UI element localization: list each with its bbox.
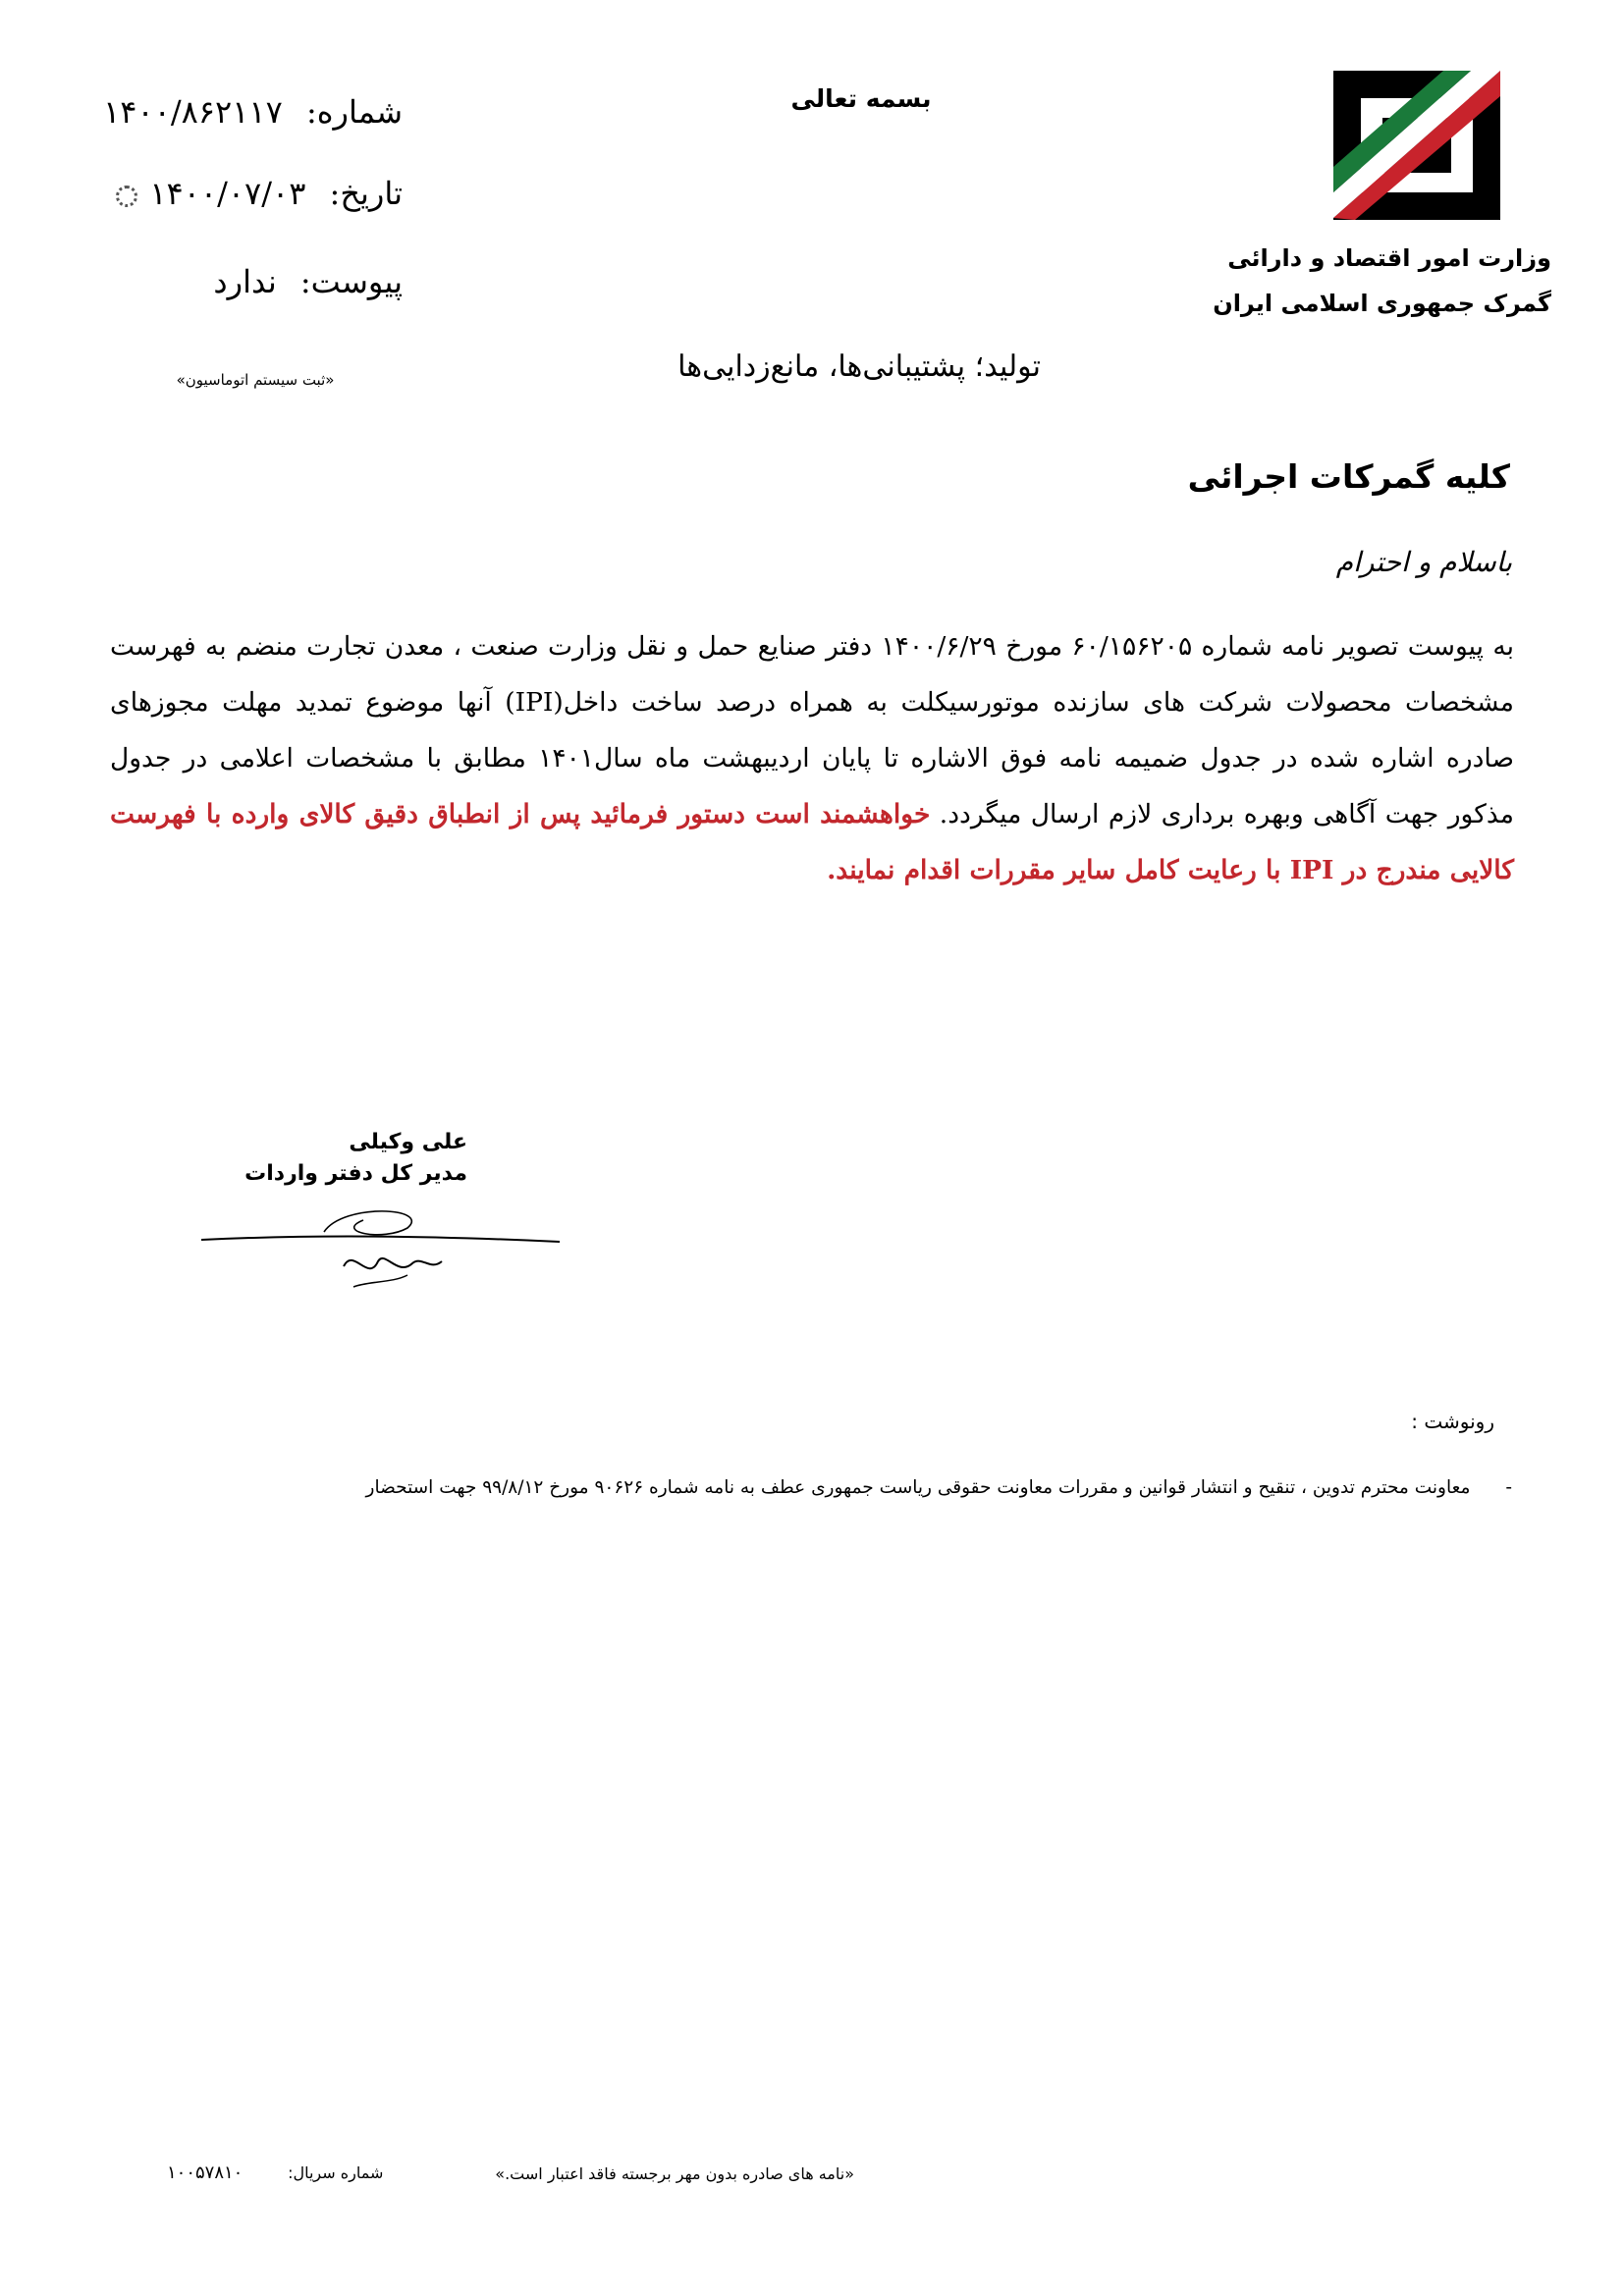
cc-item [236,1477,1512,1498]
attachment-value: ندارد [213,263,277,300]
recipient: کلیه گمرکات اجرائی [1187,457,1510,496]
ministry-line1: وزارت امور اقتصاد و دارائی [1227,244,1551,272]
ministry-line2: گمرک جمهوری اسلامی ایران [1213,290,1551,317]
date-label: تاریخ: [329,175,403,212]
greeting: باسلام و احترام [1335,546,1512,578]
body-paragraph: به پیوست تصویر نامه شماره ۶۰/۱۵۶۲۰۵ مورخ ۱۴۰۰/۶/۲۹ دفتر صنایع حمل و نقل وزارت صنعت ، معدن تجارت منضم به فهرست مشخصات محصولات شرکت های سازنده موتورسیکلت به همراه درصد ساخت داخل(IPI) آنها موضوع تمدید مهلت مجوزهای صادره اشاره شده در جدول ضمیمه نامه فوق الاشاره تا پایان اردیبهشت ماه سال۱۴۰۱ مطابق با مشخصات اعلامی در جدول مذکور جهت آگاهی وبهره برداری لازم ارسال میگردد. [110,631,1514,829]
cc-label: رونوشت : [1411,1410,1494,1433]
ministry-header [1188,236,1551,326]
invocation-text: بسمه تعالی [790,84,932,113]
customs-logo-icon [1333,71,1500,220]
attachment-label: پیوست: [299,263,403,300]
letter-subject: تولید؛ پشتیبانی‌ها، مانع‌زدایی‌ها [677,349,1041,384]
number-label: شماره: [305,93,403,131]
footer-serial [167,2163,432,2183]
signer-title: مدیر کل دفتر واردات [244,1161,467,1186]
serial-value: ۱۰۰۵۷۸۱۰ [167,2163,244,2183]
letter-date [59,175,403,212]
handwritten-signature [196,1193,569,1301]
body-request: خواهشمند است دستور فرمائید پس از انطباق دقیق کالای وارده با فهرست کالایی مندرج در IPI با رعایت کامل سایر مقررات اقدام نمایند. [110,799,1514,885]
automation-registration: «ثبت سیستم اتوماسیون» [176,371,335,389]
letter-body [110,618,1514,898]
date-value: ۱۴۰۰/۰۷/۰۳ [149,175,306,212]
gear-seal-icon [116,186,137,207]
number-value: ۱۴۰۰/۸۶۲۱۱۷ [103,93,283,131]
cc-dash: - [1505,1477,1512,1498]
letter-attachment [59,263,403,300]
signature-block [157,1127,467,1190]
serial-label: شماره سریال: [288,2163,384,2182]
signer-name: علی وکیلی [349,1130,467,1154]
letter-number [59,93,403,131]
footer-note: «نامه های صادره بدون مهر برجسته فاقد اعتبار است.» [495,2164,854,2183]
cc-item-text: معاونت محترم تدوین ، تنقیح و انتشار قوانین و مقررات معاونت حقوقی ریاست جمهوری عطف به نامه شماره ۹۰۶۲۶ مورخ ۹۹/۸/۱۲ جهت استحضار [365,1477,1471,1498]
